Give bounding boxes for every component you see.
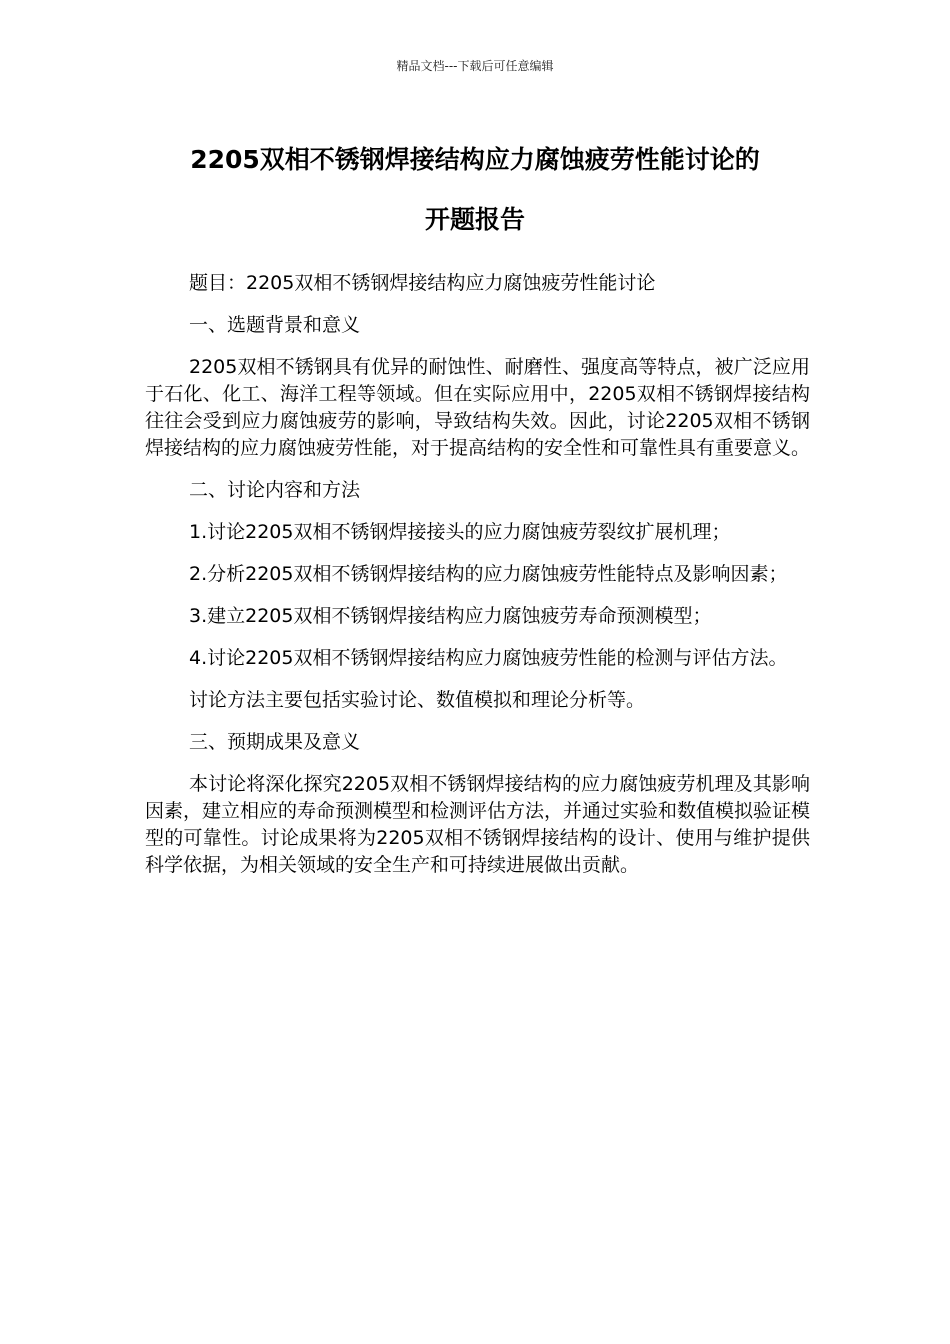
- content-item-2: 2.分析2205双相不锈钢焊接结构的应力腐蚀疲劳性能特点及影响因素；: [189, 563, 788, 585]
- background-paragraph: 2205双相不锈钢具有优异的耐蚀性、耐磨性、强度高等特点，被广泛应用于石化、化工、海洋工程等领域。但在实际应用中，2205双相不锈钢焊接结构往往会受到应力腐蚀疲劳的影响，导致结构失效。因此，讨论2205双相不锈钢焊接结构的应力腐蚀疲劳性能，对于提高结构的安全性和可靠性具有重要意义。: [145, 356, 811, 459]
- subject-line: 题目：2205双相不锈钢焊接结构应力腐蚀疲劳性能讨论: [189, 272, 656, 294]
- content-item-3: 3.建立2205双相不锈钢焊接结构应力腐蚀疲劳寿命预测模型；: [189, 605, 712, 627]
- section-heading-background: 一、选题背景和意义: [189, 314, 361, 336]
- section-heading-content-methods: 二、讨论内容和方法: [189, 479, 361, 501]
- content-item-4: 4.讨论2205双相不锈钢焊接结构应力腐蚀疲劳性能的检测与评估方法。: [189, 647, 788, 669]
- title-line-2: 开题报告: [424, 205, 525, 234]
- content-item-1: 1.讨论2205双相不锈钢焊接接头的应力腐蚀疲劳裂纹扩展机理；: [189, 521, 731, 543]
- section-heading-expected-results: 三、预期成果及意义: [189, 731, 361, 753]
- document-body: [145, 270, 810, 894]
- expected-results-paragraph: 本讨论将深化探究2205双相不锈钢焊接结构的应力腐蚀疲劳机理及其影响因素，建立相应的寿命预测模型和检测评估方法，并通过实验和数值模拟验证模型的可靠性。讨论成果将为2205双相不锈钢焊接结构的设计、使用与维护提供科学依据，为相关领域的安全生产和可持续进展做出贡献。: [145, 773, 811, 876]
- header-note: 精品文档---下载后可任意编辑: [396, 59, 554, 73]
- methods-paragraph: 讨论方法主要包括实验讨论、数值模拟和理论分析等。: [189, 689, 646, 711]
- title-line-1: 2205双相不锈钢焊接结构应力腐蚀疲劳性能讨论的: [190, 145, 760, 174]
- document-title: [140, 130, 810, 250]
